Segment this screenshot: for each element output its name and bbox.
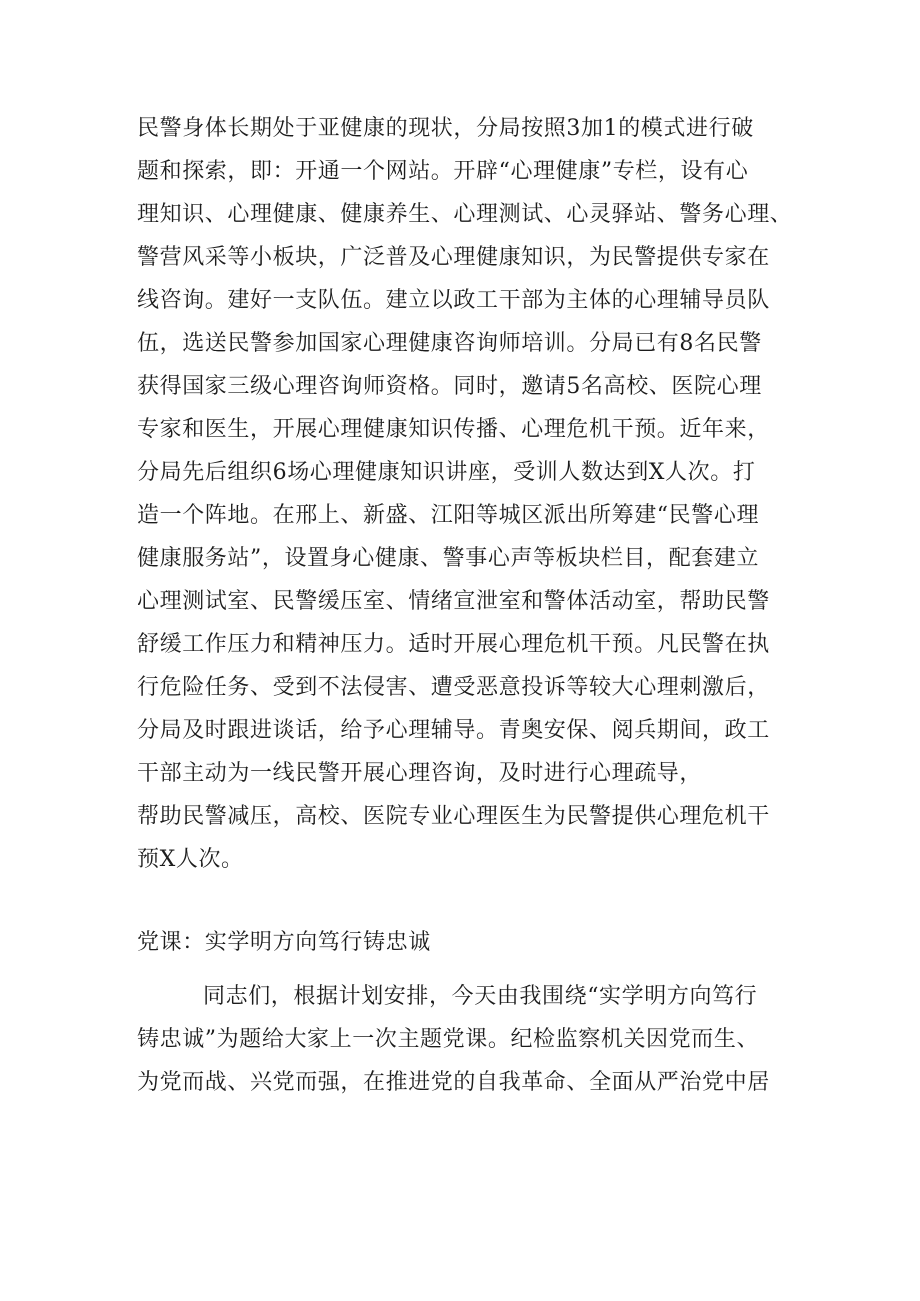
paragraph1-line-16: 干部主动为一线民警开展心理咨询，及时进行心理疏导，	[137, 761, 703, 786]
paragraph1-line-17: 帮助民警减压，高校、医院专业心理医生为民警提供心理危机干	[137, 804, 770, 829]
paragraph1-line-18: 预X人次。	[137, 847, 244, 872]
paragraph1-line-14: 行危险任务、受到不法侵害、遭受恶意投诉等较大心理刺激后，	[137, 675, 770, 700]
paragraph1-line-7: 获得国家三级心理咨询师资格。同时，邀请5名高校、医院心理	[137, 374, 762, 399]
paragraph1-line-9: 分局先后组织6场心理健康知识讲座，受训人数达到X人次。打	[137, 460, 756, 485]
paragraph1-line-8: 专家和医生，开展心理健康知识传播、心理危机干预。近年来，	[137, 417, 770, 442]
paragraph1-line-6: 伍，选送民警参加国家心理健康咨询师培训。分局已有8名民警	[137, 331, 762, 356]
paragraph2-line-3: 为党而战、兴党而强，在推进党的自我革命、全面从严治党中居	[137, 1070, 770, 1095]
paragraph1-line-11: 健康服务站”，设置身心健康、警事心声等板块栏目，配套建立	[137, 546, 760, 571]
paragraph1-line-4: 警营风采等小板块，广泛普及心理健康知识，为民警提供专家在	[137, 245, 770, 270]
paragraph2-line-2: 铸忠诚”为题给大家上一次主题党课。纪检监察机关因党而生、	[137, 1027, 760, 1052]
paragraph1-line-5: 线咨询。建好一支队伍。建立以政工干部为主体的心理辅导员队	[137, 288, 770, 313]
paragraph1-line-2: 题和探索，即：开通一个网站。开辟“心理健康”专栏，设有心	[137, 159, 749, 184]
paragraph1-line-12: 心理测试室、民警缓压室、情绪宣泄室和警体活动室，帮助民警	[137, 589, 770, 614]
paragraph1-line-15: 分局及时跟进谈话，给予心理辅导。青奥安保、阅兵期间，政工	[137, 718, 770, 743]
paragraph1-line-1: 民警身体长期处于亚健康的现状，分局按照3加1的模式进行破	[137, 116, 754, 141]
paragraph1-line-10: 造一个阵地。在邢上、新盛、江阳等城区派出所筹建“民警心理	[137, 503, 760, 528]
paragraph1-line-3: 理知识、心理健康、健康养生、心理测试、心灵驿站、警务心理、	[137, 202, 793, 227]
paragraph2-line-1: 同志们，根据计划安排，今天由我围绕“实学明方向笃行	[203, 984, 758, 1009]
section-heading: 党课：实学明方向笃行铸忠诚	[137, 930, 431, 955]
paragraph1-line-13: 舒缓工作压力和精神压力。适时开展心理危机干预。凡民警在执	[137, 632, 770, 657]
